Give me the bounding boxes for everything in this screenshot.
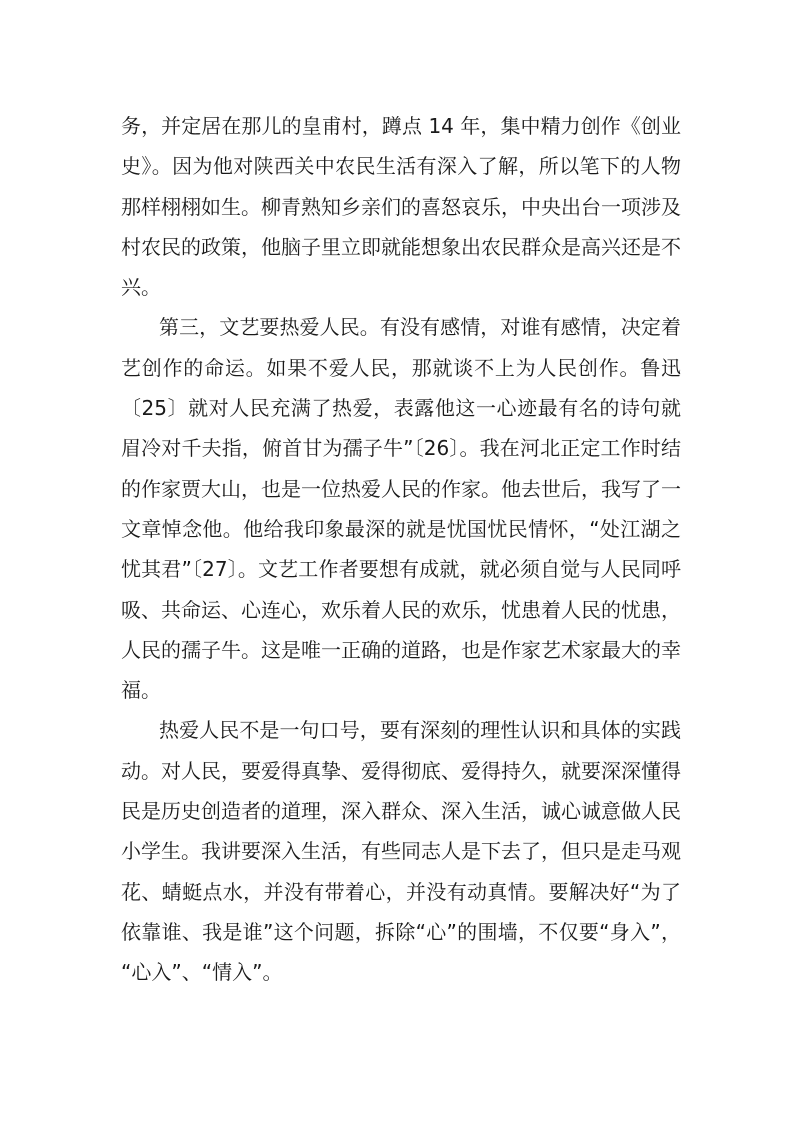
text-line: “心入”、“情入”。 — [121, 960, 283, 985]
text-line: 花、蜻蜓点水，并没有带着心，并没有动真情。要解决好“为了 — [121, 879, 681, 904]
text-line: 依靠谁、我是谁”这个问题，拆除“心”的围墙，不仅要“身入”， — [121, 919, 681, 944]
text-line: 的作家贾大山，也是一位热爱人民的作家。他去世后，我写了一 — [121, 476, 681, 501]
text-line: 村农民的政策，他脑子里立即就能想象出农民群众是高兴还是不 — [121, 234, 681, 259]
text-line: 人民的孺子牛。这是唯一正确的道路，也是作家艺术家最大的幸 — [121, 637, 681, 662]
text-line: 那样栩栩如生。柳青熟知乡亲们的喜怒哀乐，中央出台一项涉及 — [121, 194, 681, 219]
text-line: 忧其君”〔27〕。文艺工作者要想有成就，就必须自觉与人民同呼 — [121, 557, 681, 582]
text-line: 民是历史创造者的道理，深入群众、深入生活，诚心诚意做人民 — [121, 799, 681, 824]
text-line: 〔25〕就对人民充满了热爱，表露他这一心迹最有名的诗句就 — [121, 396, 681, 421]
text-line: 小学生。我讲要深入生活，有些同志人是下去了，但只是走马观 — [121, 839, 681, 864]
paragraph-start-line: 热爱人民不是一句口号，要有深刻的理性认识和具体的实践 — [159, 718, 681, 743]
body-text — [121, 106, 681, 993]
text-line: 兴。 — [121, 275, 161, 300]
text-line: 吸、共命运、心连心，欢乐着人民的欢乐，忧患着人民的忧患， — [121, 597, 681, 622]
paragraph-start-line: 第三，文艺要热爱人民。有没有感情，对谁有感情，决定着 — [159, 315, 681, 340]
text-line: 动。对人民，要爱得真挚、爱得彻底、爱得持久，就要深深懂得 — [121, 758, 681, 783]
text-line: 眉冷对千夫指，俯首甘为孺子牛”〔26〕。我在河北正定工作时结 — [121, 436, 681, 461]
text-line: 务，并定居在那儿的皇甫村，蹲点 14 年，集中精力创作《创业 — [121, 114, 681, 138]
text-line: 艺创作的命运。如果不爱人民，那就谈不上为人民创作。鲁迅 — [121, 355, 681, 380]
text-line: 文章悼念他。他给我印象最深的就是忧国忧民情怀，“处江湖之 — [121, 516, 681, 541]
text-line: 史》。因为他对陕西关中农民生活有深入了解，所以笔下的人物 — [121, 154, 681, 179]
text-line: 福。 — [121, 678, 161, 703]
